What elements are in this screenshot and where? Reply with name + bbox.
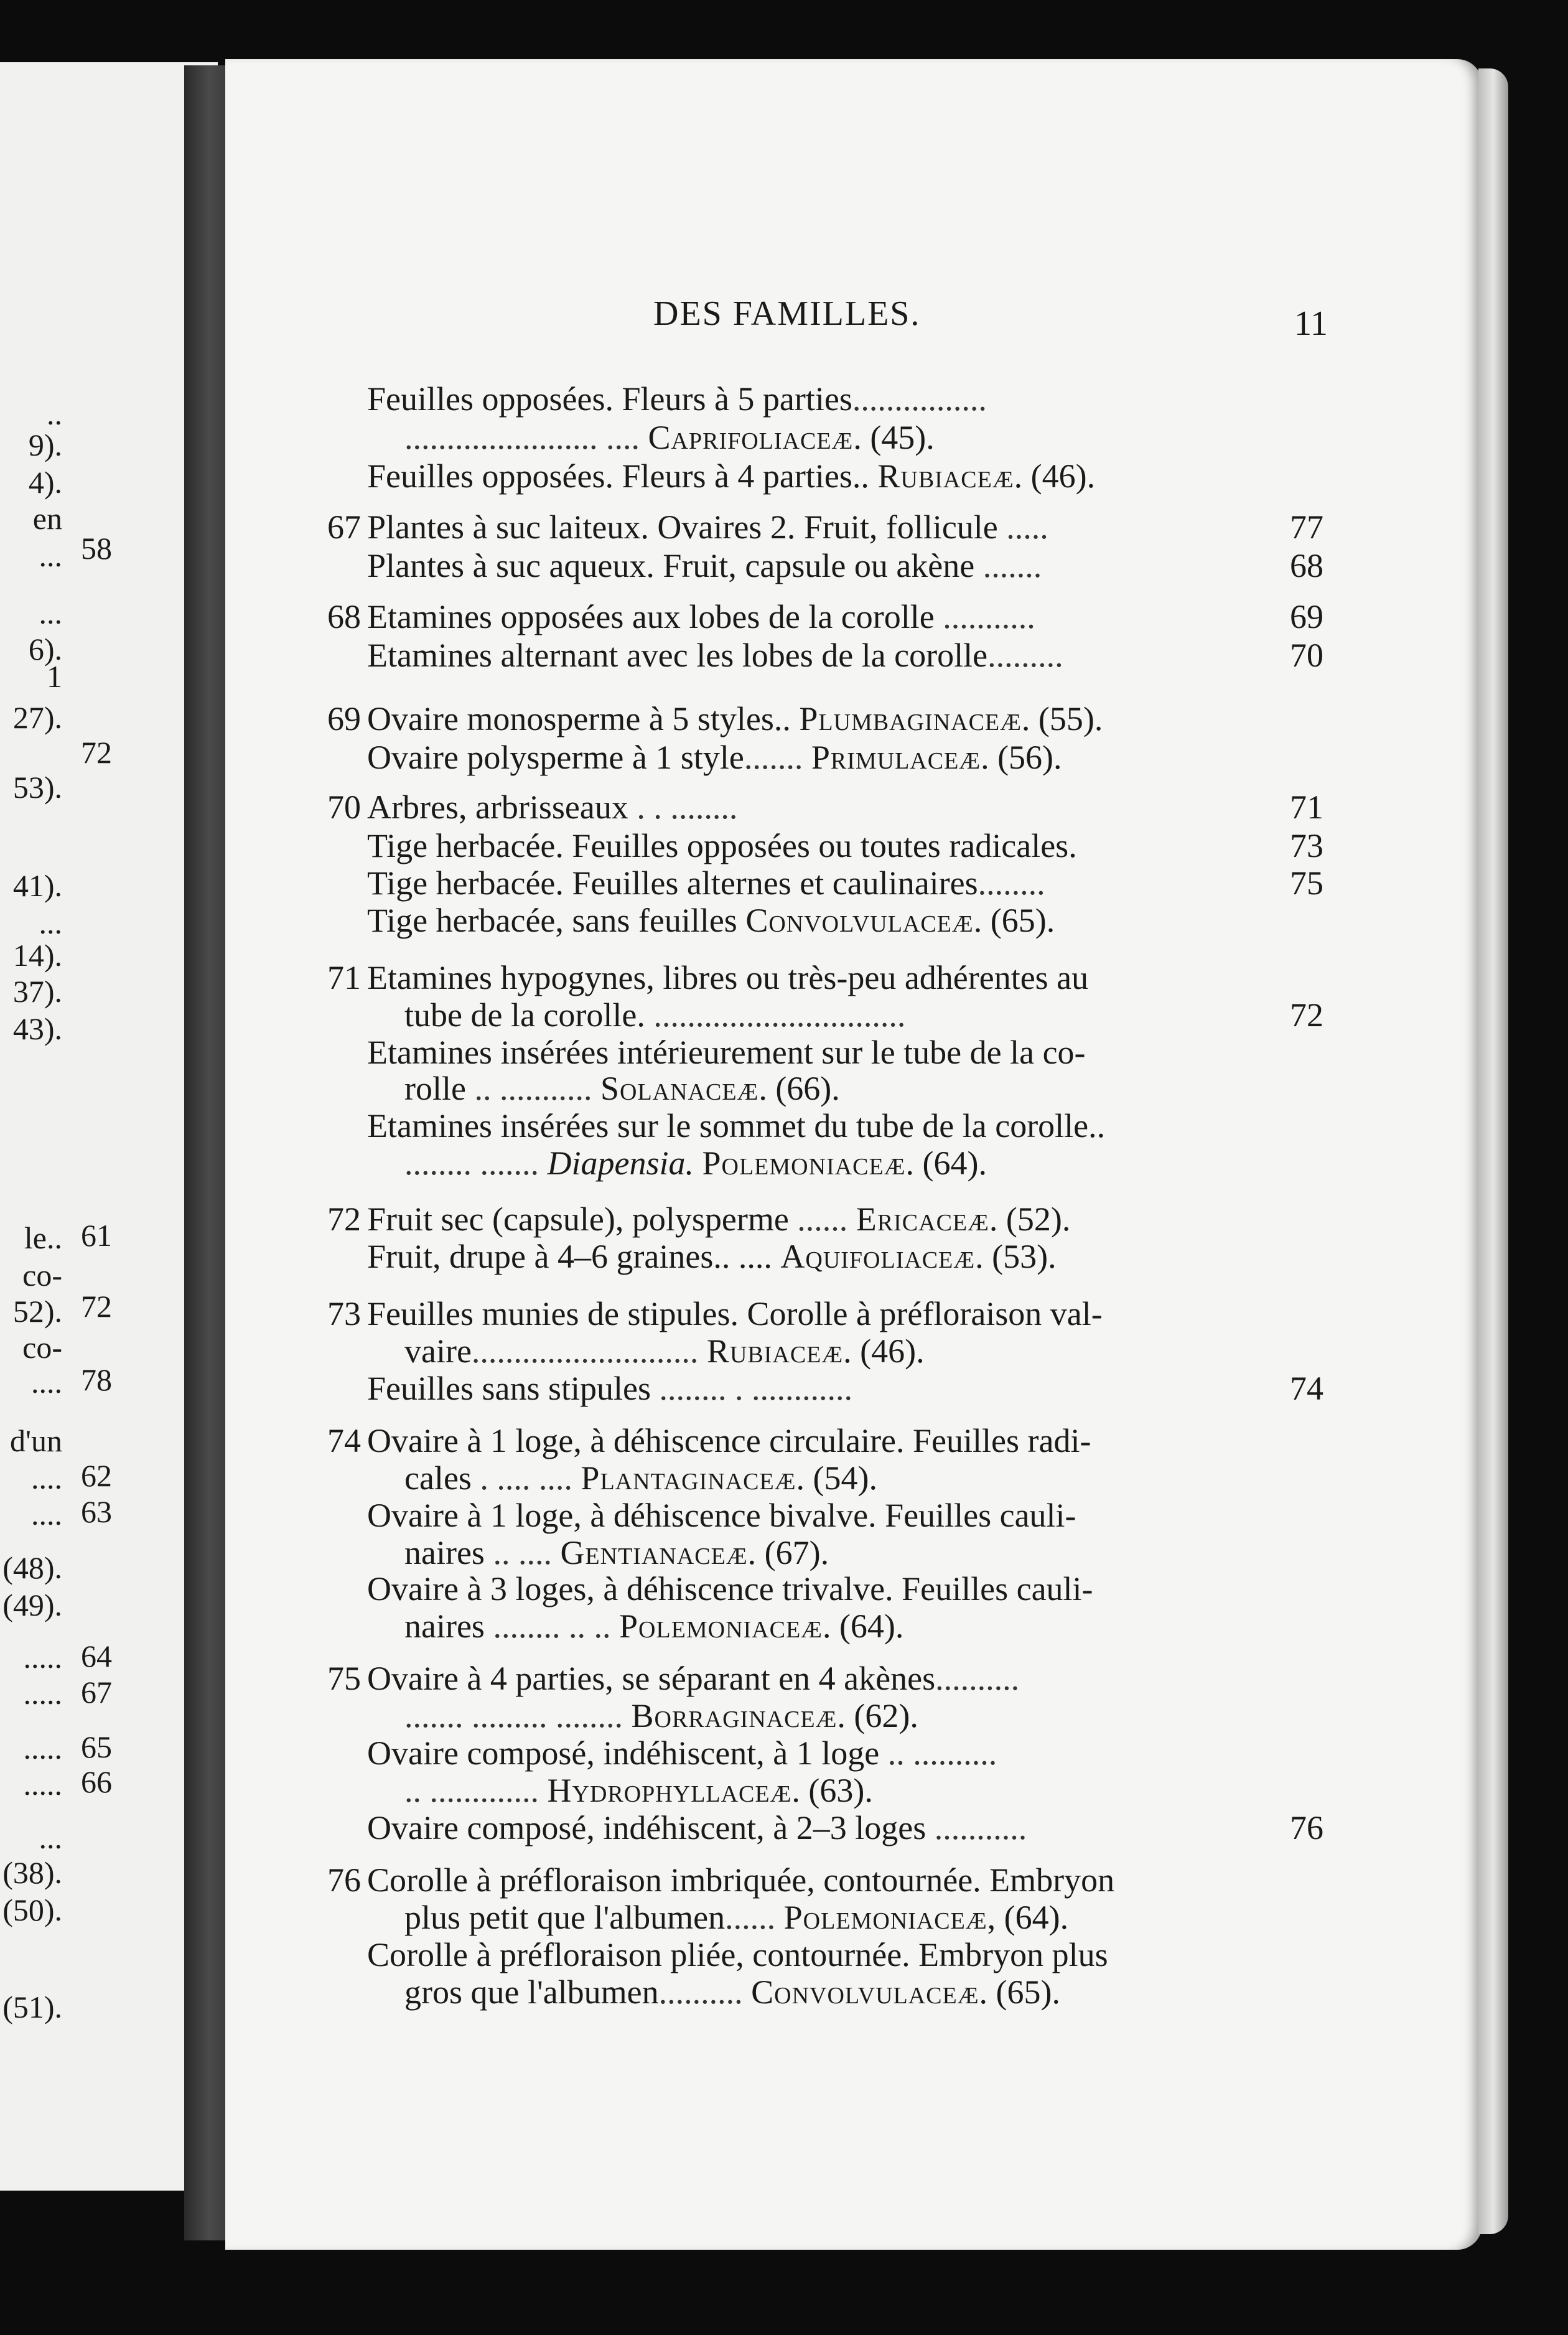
next-couplet-reference: 77 bbox=[1290, 508, 1323, 546]
description-text: Etamines alternant avec les lobes de la corolle bbox=[367, 637, 988, 674]
key-line-text bbox=[367, 1659, 1257, 1698]
key-line-text bbox=[367, 1570, 1257, 1608]
description-text: Etamines opposées aux lobes de la corolle bbox=[367, 598, 943, 635]
leader-dots: ................ bbox=[852, 380, 987, 418]
couplet-number: 67 bbox=[327, 508, 361, 546]
left-page-text-fragment: .. bbox=[47, 396, 62, 431]
description-text: Feuilles opposées. Fleurs à 5 parties bbox=[367, 380, 852, 418]
next-couplet-reference: 75 bbox=[1290, 864, 1323, 902]
key-line bbox=[286, 958, 1257, 997]
description-text: Corolle à préfloraison imbriquée, contournée. Embryon bbox=[367, 1861, 1115, 1899]
key-line-text bbox=[367, 1294, 1257, 1333]
key-line bbox=[286, 1459, 1257, 1497]
left-page-reference-number: 78 bbox=[81, 1362, 112, 1397]
key-line bbox=[286, 1696, 1257, 1735]
key-line-text bbox=[367, 1861, 1257, 1899]
key-line bbox=[286, 597, 1323, 636]
key-line-text bbox=[367, 457, 1257, 495]
family-name: Polemoniaceæ bbox=[783, 1899, 987, 1936]
leader-dots: .......... bbox=[658, 1973, 743, 2011]
key-line bbox=[286, 1069, 1257, 1108]
key-line-text bbox=[367, 1033, 1257, 1072]
description-text: plus petit que l'albumen bbox=[404, 1899, 726, 1936]
description-text: Feuilles opposées. Fleurs à 4 parties.. bbox=[367, 457, 878, 495]
left-page-text-fragment: 6). bbox=[28, 632, 62, 667]
left-page-reference-number: 67 bbox=[81, 1675, 112, 1710]
next-couplet-reference: 71 bbox=[1290, 788, 1323, 826]
left-page-reference-number: 58 bbox=[81, 531, 112, 566]
description-text: . (45). bbox=[853, 419, 935, 456]
key-line bbox=[286, 457, 1257, 495]
key-line-text bbox=[367, 1200, 1257, 1238]
next-couplet-reference: 76 bbox=[1290, 1809, 1323, 1846]
description-text: . (66). bbox=[758, 1070, 840, 1107]
leader-dots: ....... ......... ........ bbox=[404, 1697, 632, 1734]
description-text: Ovaire composé, indéhiscent, à 1 loge bbox=[367, 1734, 888, 1772]
key-line-text bbox=[404, 1771, 1257, 1810]
left-page-text-fragment: 4). bbox=[28, 465, 62, 500]
left-page-text-fragment: 52). bbox=[12, 1294, 62, 1329]
family-name: Plumbaginaceæ bbox=[799, 700, 1022, 737]
left-page-reference-number: 63 bbox=[81, 1494, 112, 1529]
key-line bbox=[286, 1935, 1257, 1974]
couplet-number: 75 bbox=[327, 1660, 361, 1697]
key-line bbox=[286, 1533, 1257, 1572]
key-line-text bbox=[367, 546, 1257, 585]
key-line bbox=[286, 1496, 1257, 1535]
leader-dots: ........... bbox=[943, 598, 1035, 635]
leader-dots: ........ ....... bbox=[404, 1144, 548, 1182]
key-line-text bbox=[367, 700, 1257, 738]
family-name: Hydrophyllaceæ bbox=[547, 1772, 792, 1809]
key-line bbox=[286, 1734, 1257, 1772]
description-text: . (63). bbox=[791, 1772, 873, 1809]
leader-dots: ...... bbox=[797, 1200, 848, 1238]
left-page-text-fragment: ..... bbox=[23, 1640, 62, 1675]
family-name: Ericaceæ bbox=[856, 1200, 989, 1238]
description-text: Etamines hypogynes, libres ou très-peu adhérentes au bbox=[367, 959, 1089, 996]
description-text: . (62). bbox=[837, 1697, 918, 1734]
left-page-reference-number: 66 bbox=[81, 1764, 112, 1799]
key-line bbox=[286, 1809, 1323, 1847]
description-text: gros que l'albumen bbox=[404, 1973, 659, 2011]
leader-dots: ......... bbox=[987, 637, 1063, 674]
key-line bbox=[286, 418, 1257, 457]
family-name: Rubiaceæ bbox=[877, 457, 1014, 495]
description-text: . (56). bbox=[981, 739, 1062, 776]
key-line bbox=[286, 788, 1323, 826]
couplet-number: 70 bbox=[327, 788, 361, 826]
key-line-text bbox=[367, 788, 1257, 826]
description-text: Tige herbacée. Feuilles alternes et caulinaires bbox=[367, 864, 978, 902]
leader-dots: ..... bbox=[1006, 508, 1048, 546]
left-page-text-fragment: ... bbox=[39, 1820, 62, 1855]
left-page-text-fragment: ..... bbox=[23, 1731, 62, 1766]
description-text: Ovaire polysperme à 1 style bbox=[367, 739, 744, 776]
key-line-text bbox=[367, 636, 1257, 675]
description-text bbox=[592, 1070, 600, 1107]
description-text: Ovaire à 1 loge, à déhiscence bivalve. Feuilles cauli- bbox=[367, 1497, 1076, 1534]
key-line-text bbox=[367, 1107, 1257, 1145]
left-page-text-fragment: 1 bbox=[47, 659, 62, 694]
left-page-text-fragment: le.. bbox=[24, 1220, 62, 1255]
left-page-reference-number: 64 bbox=[81, 1639, 112, 1673]
key-line bbox=[286, 1294, 1257, 1333]
leader-dots: .. ............. bbox=[404, 1772, 548, 1809]
key-line bbox=[286, 1421, 1257, 1460]
key-line-text bbox=[404, 1898, 1257, 1937]
left-page-text-fragment: 14). bbox=[12, 938, 62, 973]
key-line-text bbox=[367, 826, 1257, 865]
key-line bbox=[286, 1659, 1257, 1698]
key-line bbox=[286, 1570, 1257, 1608]
family-name: Borraginaceæ bbox=[631, 1697, 838, 1734]
left-page-text-fragment: 9). bbox=[28, 428, 62, 462]
key-line bbox=[286, 864, 1323, 902]
description-text: Etamines insérées intérieurement sur le tube de la co- bbox=[367, 1034, 1086, 1071]
description-text bbox=[694, 1144, 702, 1182]
description-text: Ovaire à 3 loges, à déhiscence trivalve. Feuilles cauli- bbox=[367, 1570, 1093, 1607]
key-line-text bbox=[367, 864, 1257, 902]
leader-dots: ....... bbox=[982, 547, 1042, 584]
leader-dots: ........................... bbox=[471, 1332, 699, 1370]
description-text bbox=[847, 1200, 856, 1238]
left-page-text-fragment: .... bbox=[31, 1365, 62, 1400]
key-line bbox=[286, 1607, 1257, 1645]
key-line-text bbox=[367, 1237, 1257, 1276]
family-name: Polemoniaceæ bbox=[702, 1144, 906, 1182]
couplet-number: 73 bbox=[327, 1295, 361, 1332]
left-page-text-fragment: (48). bbox=[2, 1550, 62, 1585]
key-line-text bbox=[404, 1607, 1257, 1645]
key-line-text bbox=[367, 508, 1257, 546]
left-page-reference-number: 72 bbox=[81, 735, 112, 770]
description-text: . (55). bbox=[1021, 700, 1103, 737]
key-line bbox=[286, 901, 1257, 940]
description-text: . (46). bbox=[1014, 457, 1096, 495]
left-page-text-fragment: co- bbox=[22, 1330, 62, 1365]
description-text bbox=[610, 1607, 619, 1645]
key-line-text bbox=[367, 1809, 1257, 1847]
family-name: Aquifoliaceæ bbox=[780, 1238, 976, 1275]
left-page-text-fragment: d'un bbox=[9, 1423, 62, 1458]
family-name: Solanaceæ bbox=[600, 1070, 759, 1107]
key-line-text bbox=[367, 1421, 1257, 1460]
next-couplet-reference: 69 bbox=[1290, 598, 1323, 635]
description-text: Tige herbacée, sans feuilles bbox=[367, 902, 746, 939]
description-text: . (67). bbox=[747, 1534, 829, 1571]
description-text: . (46). bbox=[843, 1332, 925, 1370]
description-text bbox=[552, 1534, 561, 1571]
key-line-text bbox=[404, 996, 1257, 1034]
description-text bbox=[743, 1973, 752, 2011]
family-name: Convolvulaceæ bbox=[745, 902, 974, 939]
left-page-text-fragment: 41). bbox=[12, 868, 62, 903]
key-line bbox=[286, 1237, 1257, 1276]
description-text: . (65). bbox=[973, 902, 1055, 939]
left-page-text-fragment: (49). bbox=[2, 1588, 62, 1622]
leader-dots: . .... .... bbox=[480, 1459, 572, 1497]
description-text bbox=[572, 1459, 581, 1497]
left-page-text-fragment: (50). bbox=[2, 1893, 62, 1927]
description-text: naires bbox=[404, 1607, 493, 1645]
key-line bbox=[286, 826, 1323, 865]
key-line-text bbox=[404, 1069, 1257, 1108]
description-text: Corolle à préfloraison pliée, contournée. Embryon plus bbox=[367, 1936, 1108, 1973]
description-text: Fruit, drupe à 4–6 graines.. .... bbox=[367, 1238, 781, 1275]
description-text: Ovaire monosperme à 5 styles.. bbox=[367, 700, 800, 737]
leader-dots: .............................. bbox=[653, 996, 906, 1034]
left-page-reference-number: 72 bbox=[81, 1289, 112, 1324]
description-text: . (54). bbox=[796, 1459, 877, 1497]
description-text: rolle bbox=[404, 1070, 475, 1107]
description-text: , (64). bbox=[987, 1899, 1069, 1936]
leader-dots: ........... bbox=[934, 1809, 1027, 1846]
genus-name: Diapensia. bbox=[547, 1144, 694, 1182]
left-page-text-fragment: ... bbox=[39, 905, 62, 940]
leader-dots: ....... bbox=[744, 739, 803, 776]
description-text: tube de la corolle. bbox=[404, 996, 654, 1034]
running-header: DES FAMILLES. bbox=[653, 294, 921, 333]
description-text: Ovaire composé, indéhiscent, à 2–3 loges bbox=[367, 1809, 935, 1846]
left-page-text-fragment: (51). bbox=[2, 1990, 62, 2024]
leader-dots: ........ .. .. bbox=[493, 1607, 611, 1645]
family-name: Convolvulaceæ bbox=[751, 1973, 979, 2011]
key-line bbox=[286, 1107, 1257, 1145]
key-line-text bbox=[367, 738, 1257, 777]
left-page-text-fragment: ..... bbox=[23, 1676, 62, 1711]
key-line bbox=[286, 1369, 1323, 1408]
left-page-text-fragment: ..... bbox=[23, 1767, 62, 1802]
leader-dots: .. ........... bbox=[474, 1070, 592, 1107]
description-text: Etamines insérées sur le sommet du tube de la corolle.. bbox=[367, 1107, 1106, 1144]
key-line bbox=[286, 700, 1257, 738]
leader-dots: . . ........ bbox=[637, 788, 738, 826]
left-page-text-fragment: en bbox=[32, 501, 62, 536]
key-line-text bbox=[367, 1935, 1257, 1974]
key-line bbox=[286, 1144, 1257, 1182]
couplet-number: 74 bbox=[327, 1422, 361, 1459]
left-page-text-fragment: .... bbox=[31, 1497, 62, 1532]
key-line-text bbox=[404, 1332, 1257, 1370]
key-line-text bbox=[367, 597, 1257, 636]
key-line bbox=[286, 1771, 1257, 1810]
description-text bbox=[698, 1332, 707, 1370]
description-text: Plantes à suc laiteux. Ovaires 2. Fruit, follicule bbox=[367, 508, 1007, 546]
next-couplet-reference: 72 bbox=[1290, 996, 1323, 1034]
key-line bbox=[286, 996, 1323, 1034]
description-text: Ovaire à 4 parties, se séparant en 4 akènes bbox=[367, 1660, 936, 1697]
description-text: . (64). bbox=[905, 1144, 987, 1182]
family-name: Primulaceæ bbox=[811, 739, 981, 776]
key-line bbox=[286, 546, 1323, 585]
description-text: Feuilles munies de stipules. Corolle à préfloraison val- bbox=[367, 1295, 1103, 1332]
key-line bbox=[286, 508, 1323, 546]
description-text: Arbres, arbrisseaux bbox=[367, 788, 637, 826]
left-page-text-fragment: co- bbox=[22, 1258, 62, 1293]
description-text: Tige herbacée. Feuilles opposées ou toutes radicales. bbox=[367, 827, 1077, 864]
key-line bbox=[286, 380, 1257, 418]
next-couplet-reference: 73 bbox=[1290, 827, 1323, 864]
description-text: Ovaire à 1 loge, à déhiscence circulaire. Feuilles radi- bbox=[367, 1422, 1091, 1459]
description-text: . (53). bbox=[975, 1238, 1057, 1275]
leader-dots: .. .......... bbox=[887, 1734, 997, 1772]
leader-dots: ....................... .... bbox=[404, 419, 648, 456]
key-line-text bbox=[367, 901, 1257, 940]
description-text: Feuilles sans stipules bbox=[367, 1370, 660, 1407]
next-couplet-reference: 68 bbox=[1290, 547, 1323, 584]
description-text: Plantes à suc aqueux. Fruit, capsule ou akène bbox=[367, 547, 983, 584]
leader-dots: .. .... bbox=[493, 1534, 552, 1571]
description-text bbox=[803, 739, 811, 776]
description-text: naires bbox=[404, 1534, 493, 1571]
key-line-text bbox=[367, 1734, 1257, 1772]
key-line-text bbox=[367, 380, 1257, 418]
key-line bbox=[286, 1033, 1257, 1072]
key-line bbox=[286, 1332, 1257, 1370]
description-text: Fruit sec (capsule), polysperme bbox=[367, 1200, 798, 1238]
key-line-text bbox=[367, 1496, 1257, 1535]
leader-dots: .......... bbox=[935, 1660, 1020, 1697]
page-number: 11 bbox=[1294, 304, 1328, 343]
key-line-text bbox=[404, 1973, 1257, 2011]
next-couplet-reference: 74 bbox=[1290, 1370, 1323, 1407]
left-page-reference-number: 61 bbox=[81, 1218, 112, 1253]
couplet-number: 72 bbox=[327, 1200, 361, 1238]
description-text bbox=[775, 1899, 784, 1936]
description-text: . (65). bbox=[979, 1973, 1061, 2011]
family-name: Rubiaceæ bbox=[706, 1332, 844, 1370]
left-page-text-fragment: 27). bbox=[12, 700, 62, 735]
key-line bbox=[286, 1861, 1257, 1899]
key-line bbox=[286, 636, 1323, 675]
next-couplet-reference: 70 bbox=[1290, 637, 1323, 674]
left-page-text-fragment: ... bbox=[39, 538, 62, 573]
couplet-number: 71 bbox=[327, 959, 361, 996]
key-line bbox=[286, 1200, 1257, 1238]
description-text: vaire bbox=[404, 1332, 472, 1370]
description-text: cales bbox=[404, 1459, 480, 1497]
left-page-text-fragment: 53). bbox=[12, 770, 62, 805]
family-name: Polemoniaceæ bbox=[618, 1607, 823, 1645]
key-line-text bbox=[404, 1696, 1257, 1735]
family-name: Caprifoliaceæ bbox=[648, 419, 854, 456]
key-line-text bbox=[404, 1459, 1257, 1497]
couplet-number: 68 bbox=[327, 598, 361, 635]
left-page-reference-number: 62 bbox=[81, 1458, 112, 1493]
left-page-text-fragment: (38). bbox=[2, 1855, 62, 1890]
leader-dots: ........ bbox=[978, 864, 1045, 902]
left-page-text-fragment: 43). bbox=[12, 1011, 62, 1046]
family-name: Gentianaceæ bbox=[560, 1534, 748, 1571]
left-page-text-fragment: .... bbox=[31, 1461, 62, 1495]
key-line bbox=[286, 738, 1257, 777]
couplet-number: 76 bbox=[327, 1861, 361, 1899]
key-line-text bbox=[367, 958, 1257, 997]
page-edge bbox=[1478, 68, 1508, 2234]
family-name: Plantaginaceæ bbox=[581, 1459, 796, 1497]
leader-dots: ........ . ............ bbox=[659, 1370, 852, 1407]
key-line bbox=[286, 1973, 1257, 2011]
key-line-text bbox=[367, 1369, 1257, 1408]
leader-dots: ...... bbox=[725, 1899, 776, 1936]
key-line bbox=[286, 1898, 1257, 1937]
left-page-text-fragment: 37). bbox=[12, 974, 62, 1009]
key-line-text bbox=[404, 418, 1257, 457]
description-text: . (52). bbox=[989, 1200, 1071, 1238]
description-text: . (64). bbox=[822, 1607, 904, 1645]
key-line-text bbox=[404, 1144, 1257, 1182]
left-page-text-fragment: ... bbox=[39, 596, 62, 630]
couplet-number: 69 bbox=[327, 700, 361, 737]
left-page-reference-number: 65 bbox=[81, 1729, 112, 1764]
key-line-text bbox=[404, 1533, 1257, 1572]
